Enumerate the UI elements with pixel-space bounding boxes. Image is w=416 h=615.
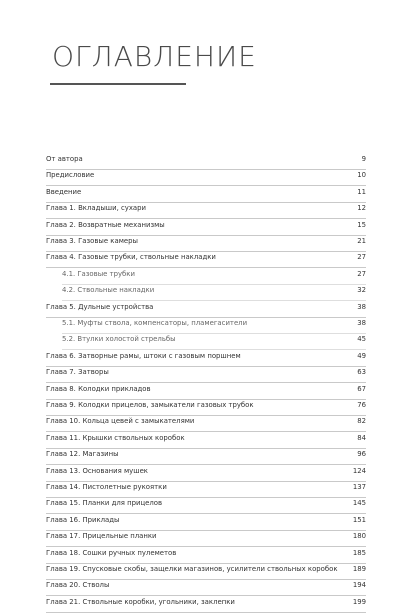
toc-subentry xyxy=(46,316,366,334)
toc-entry-label: Глава 1. Вкладыши, сухари xyxy=(46,204,146,213)
toc-entry-label: Глава 9. Колодки прицелов, замыкатели газовых трубок xyxy=(46,401,254,409)
toc-entry-page-number: 27 xyxy=(357,269,366,278)
toc-entry xyxy=(46,464,366,482)
toc-entry-page-number: 27 xyxy=(357,253,366,262)
toc-entry xyxy=(46,201,366,219)
toc-entry-page-number: 137 xyxy=(352,483,366,491)
toc-entry xyxy=(46,250,366,268)
toc-entry xyxy=(46,447,366,465)
toc-entry-page-number: 124 xyxy=(352,466,366,475)
toc-entry-label: Глава 17. Прицельные планки xyxy=(46,532,157,541)
toc-entry-label: Глава 13. Основания мушек xyxy=(46,466,148,475)
toc-entry-label: Глава 21. Ствольные коробки, угольники, заклепки xyxy=(46,597,235,606)
toc-entry-page-number: 21 xyxy=(357,237,366,245)
toc-entry xyxy=(46,431,366,449)
toc-entry-label: Глава 3. Газовые камеры xyxy=(46,237,138,245)
toc-entry-page-number: 151 xyxy=(352,515,366,524)
toc-subentry xyxy=(46,283,366,301)
toc-entry-page-number: 84 xyxy=(357,433,366,442)
toc-entry xyxy=(46,480,366,498)
toc-entry-page-number: 189 xyxy=(352,565,366,573)
toc-entry-page-number: 45 xyxy=(357,335,366,344)
toc-entry xyxy=(46,578,366,596)
toc-entry xyxy=(46,414,366,432)
toc-entry-label: Глава 14. Пистолетные рукоятки xyxy=(46,483,167,491)
toc-entry xyxy=(46,349,366,367)
toc-entry-label: Глава 2. Возвратные механизмы xyxy=(46,220,165,229)
toc-entry-label: Глава 19. Спусковые скобы, защелки магазинов, усилители ствольных коробок xyxy=(46,565,338,573)
toc-entry-label: Глава 8. Колодки прикладов xyxy=(46,384,151,393)
toc-entry-label: Глава 15. Планки для прицелов xyxy=(46,499,163,508)
toc-entry xyxy=(46,398,366,416)
toc-entry-page-number: 82 xyxy=(357,417,366,426)
toc-entry-page-number: 96 xyxy=(357,450,366,459)
toc-entry-label: Глава 16. Приклады xyxy=(46,515,120,524)
toc-entry-page-number: 15 xyxy=(357,220,366,229)
toc-entry-rule xyxy=(46,612,366,613)
toc-entry xyxy=(46,365,366,383)
toc-entry-page-number: 63 xyxy=(357,368,366,377)
toc-entry-page-number: 9 xyxy=(361,155,366,163)
toc-entry-label: 4.1. Газовые трубки xyxy=(62,269,135,278)
toc-entry-page-number: 11 xyxy=(357,187,366,196)
toc-entry-label: От автора xyxy=(46,155,83,163)
toc-entry xyxy=(46,218,366,236)
toc-entry-label: Глава 11. Крышки ствольных коробок xyxy=(46,433,185,442)
toc-entry xyxy=(46,546,366,564)
toc-entry-label: Глава 10. Кольца цевей с замыкателями xyxy=(46,417,195,426)
toc-entry xyxy=(46,595,366,613)
toc-entry-label: 5.2. Втулки холостой стрельбы xyxy=(62,335,176,344)
toc-entry-page-number: 145 xyxy=(352,499,366,508)
toc-entry-page-number: 194 xyxy=(352,581,366,590)
toc-entry-label: 5.1. Муфты ствола, компенсаторы, пламегасители xyxy=(62,319,248,327)
toc-entry xyxy=(46,234,366,252)
toc-entry-page-number: 32 xyxy=(357,286,366,295)
toc-entry xyxy=(46,529,366,547)
toc-entry xyxy=(46,300,366,318)
page-title: ОГЛАВЛЕНИЕ xyxy=(52,40,257,73)
toc-entry-page-number: 180 xyxy=(352,532,366,541)
toc-subentry xyxy=(46,332,366,350)
toc-entry-page-number: 67 xyxy=(357,384,366,393)
title-underline xyxy=(50,83,186,85)
toc-entry xyxy=(46,562,366,580)
toc-entry xyxy=(46,152,366,170)
toc-subentry xyxy=(46,267,366,285)
toc-entry-label: Глава 7. Затворы xyxy=(46,368,109,377)
toc-entry-page-number: 185 xyxy=(352,548,366,557)
toc-entry-page-number: 12 xyxy=(357,204,366,213)
toc-entry-label: Глава 6. Затворные рамы, штоки с газовым поршнем xyxy=(46,351,241,360)
toc-entry xyxy=(46,382,366,400)
toc-entry-page-number: 49 xyxy=(357,351,366,360)
toc-entry-label: 4.2. Ствольные накладки xyxy=(62,286,155,295)
toc-entry-label: Предисловие xyxy=(46,171,95,180)
toc-entry-label: Глава 5. Дульные устройства xyxy=(46,302,154,311)
toc-entry-label: Глава 4. Газовые трубки, ствольные накладки xyxy=(46,253,216,262)
toc-entry-label: Глава 18. Сошки ручных пулеметов xyxy=(46,548,177,557)
toc-entry-label: Глава 12. Магазины xyxy=(46,450,119,459)
toc-entry xyxy=(46,185,366,203)
toc-entry xyxy=(46,168,366,186)
toc-entry-label: Введение xyxy=(46,187,82,196)
toc-entry xyxy=(46,496,366,514)
toc-entry-page-number: 38 xyxy=(357,319,366,327)
toc-entry-page-number: 76 xyxy=(357,401,366,409)
toc-entry xyxy=(46,513,366,531)
toc-entry-page-number: 10 xyxy=(357,171,366,180)
toc-entry-label: Глава 20. Стволы xyxy=(46,581,110,590)
toc-entry-page-number: 38 xyxy=(357,302,366,311)
toc-entry-page-number: 199 xyxy=(352,597,366,606)
